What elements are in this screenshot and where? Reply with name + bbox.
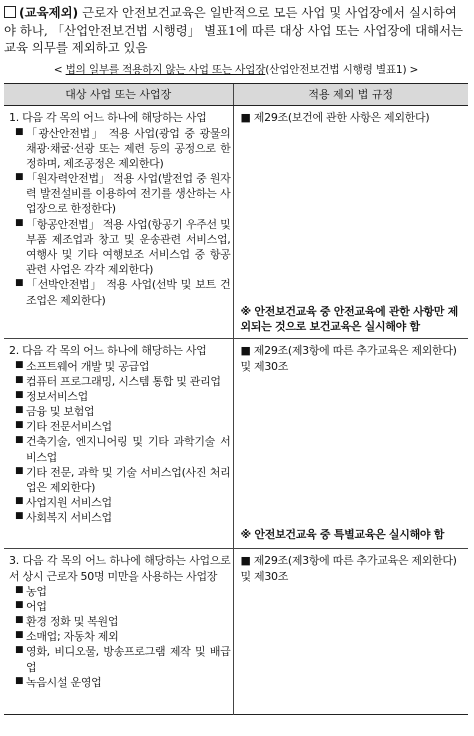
list-item: ■ 컴퓨터 프로그래밍, 시스템 통합 및 관리업 [15,374,231,389]
intro-heading: (교육제외) [19,5,79,20]
list-item: ■ 기타 전문서비스업 [15,419,231,434]
checkbox-square-icon [4,6,16,18]
target-cell [4,339,233,549]
header-target-business: 대상 사업 또는 사업장 [4,84,233,106]
list-item: ■ 소프트웨어 개발 및 공급업 [15,359,231,374]
list-item: ■ 사업지원 서비스업 [15,495,231,510]
list-item: ■ 농업 [15,584,231,599]
exclusion-text: ■ 제29조(제3항에 따른 추가교육은 제외한다) 및 제30조 [240,344,457,373]
exclusion-table [4,83,468,715]
list-item: ■ 환경 정화 및 복원업 [15,614,231,629]
table-row [4,339,468,549]
exclusion-text: ■ 제29조(제3항에 따른 추가교육은 제외한다) 및 제30조 [240,554,457,583]
item-title: 3. 다음 각 목의 어느 하나에 해당하는 사업으로서 상시 근로자 50명 미만을 사용하는 사업장 [9,554,231,583]
table-header-row [4,84,468,106]
bullet-list [15,126,231,308]
list-item: ■ 「선박안전법」 적용 사업(선박 및 보트 건조업은 제외한다) [15,277,231,307]
exclusion-cell [233,339,468,549]
exclusion-cell [233,549,468,715]
intro-text: 근로자 안전보건교육은 일반적으로 모든 사업 및 사업장에서 실시하여야 하나, 「산업안전보건법 시행령」 별표1에 따른 대상 사업 또는 사업장에 대해서는 교육 의무를 제외하고 있음 [4,5,464,56]
table-caption [4,63,468,78]
exclusion-text: ■ 제29조(보건에 관한 사항은 제외한다) [240,111,430,125]
target-cell [4,549,233,715]
caption-prefix: < [53,63,66,76]
list-item: ■ 사회복지 서비스업 [15,510,231,525]
list-item: ■ 녹음시설 운영업 [15,675,231,690]
list-item: ■ 정보서비스업 [15,389,231,404]
list-item: ■ 소매업; 자동차 제외 [15,629,231,644]
header-excluded-provisions: 적용 제외 법 규정 [233,84,468,106]
list-item: ■ 기타 전문, 과학 및 기술 서비스업(사진 처리업은 제외한다) [15,465,231,495]
table-row [4,106,468,339]
caption-underlined-title: 법의 일부를 적용하지 않는 사업 또는 사업장 [65,63,266,76]
note-text: ※ 안전보건교육 중 특별교육은 실시해야 함 [240,528,445,542]
exclusion-cell [233,106,468,339]
list-item: ■ 「항공안전법」 적용 사업(항공기 우주선 및 부품 제조업과 창고 및 운송관련 서비스업, 여행사 및 기타 여행보조 서비스업 중 항공 관련 사업은 각각 제외한다) [15,217,231,278]
table-row [4,549,468,715]
bullet-list [15,584,231,690]
list-item: ■ 「원자력안전법」 적용 사업(발전업 중 원자력 발전설비를 이용하여 전기를 생산하는 사업장으로 한정한다) [15,171,231,217]
item-title: 1. 다음 각 목의 어느 하나에 해당하는 사업 [9,111,207,125]
note-text: ※ 안전보건교육 중 안전교육에 관한 사항만 제외되는 것으로 보건교육은 실시해야 함 [240,305,458,334]
list-item: ■ 「광산안전법」 적용 사업(광업 중 광물의 채광·채굴·선광 또는 제련 등의 공정으로 한정하며, 제조공정은 제외한다) [15,126,231,172]
list-item: ■ 건축기술, 엔지니어링 및 기타 과학기술 서비스업 [15,434,231,464]
item-title: 2. 다음 각 목의 어느 하나에 해당하는 사업 [9,344,207,358]
intro-paragraph [4,4,468,57]
list-item: ■ 금융 및 보험업 [15,404,231,419]
list-item: ■ 영화, 비디오물, 방송프로그램 제작 및 배급업 [15,644,231,674]
bullet-list [15,359,231,526]
list-item: ■ 어업 [15,599,231,614]
caption-suffix: (산업안전보건법 시행령 별표1) > [265,63,419,76]
target-cell [4,106,233,339]
